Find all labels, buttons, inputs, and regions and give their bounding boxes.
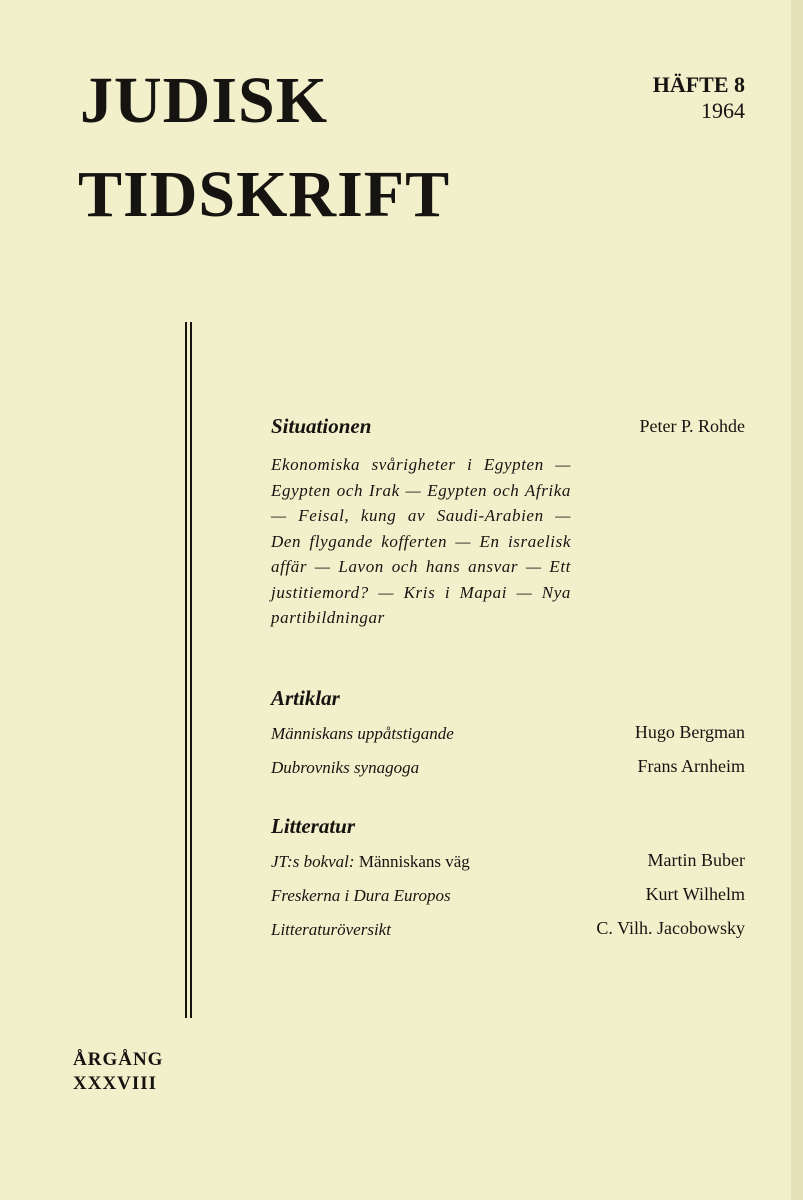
- author: Peter P. Rohde: [639, 416, 745, 436]
- section-title: Situationen: [271, 414, 372, 438]
- article-title: Litteraturöversikt: [271, 920, 391, 939]
- author: Kurt Wilhelm: [645, 884, 745, 904]
- issue-info: [653, 72, 745, 124]
- volume-number: XXXVIII: [73, 1073, 158, 1094]
- article-title: Människans uppåtstigande: [271, 724, 454, 743]
- article-title-text: Människans väg: [358, 852, 470, 871]
- article-prefix: JT:s bokval:: [271, 852, 355, 871]
- page-edge: [791, 0, 803, 1200]
- volume-label: ÅRGÅNG: [73, 1049, 164, 1070]
- issue-year: 1964: [701, 98, 745, 123]
- article-title: Dubrovniks synagoga: [271, 758, 420, 777]
- author: C. Vilh. Jacobowsky: [596, 918, 745, 938]
- author: Martin Buber: [647, 850, 745, 870]
- section-summary: Ekonomiska svårigheter i Egypten — Egypten och Irak — Egypten och Afrika — Feisal, kung av Saudi-Arabien — Den flygande kofferten — En israelisk affär — Lavon och hans ansvar — Ett justitiemord? — Kris i Mapai — Nya partibildningar: [271, 455, 571, 627]
- masthead-line1: JUDISK: [80, 64, 329, 137]
- article-title: [271, 852, 470, 872]
- volume-info: [73, 1048, 163, 1096]
- section-title: Litteratur: [271, 814, 356, 838]
- author: Frans Arnheim: [637, 756, 745, 776]
- section-title: Artiklar: [271, 686, 340, 710]
- author: Hugo Bergman: [634, 722, 745, 742]
- masthead-line2: TIDSKRIFT: [78, 158, 451, 231]
- vertical-rule: [190, 322, 192, 1018]
- issue-label: HÄFTE 8: [652, 72, 745, 97]
- vertical-rule: [185, 322, 187, 1018]
- article-title: Freskerna i Dura Europos: [271, 886, 451, 905]
